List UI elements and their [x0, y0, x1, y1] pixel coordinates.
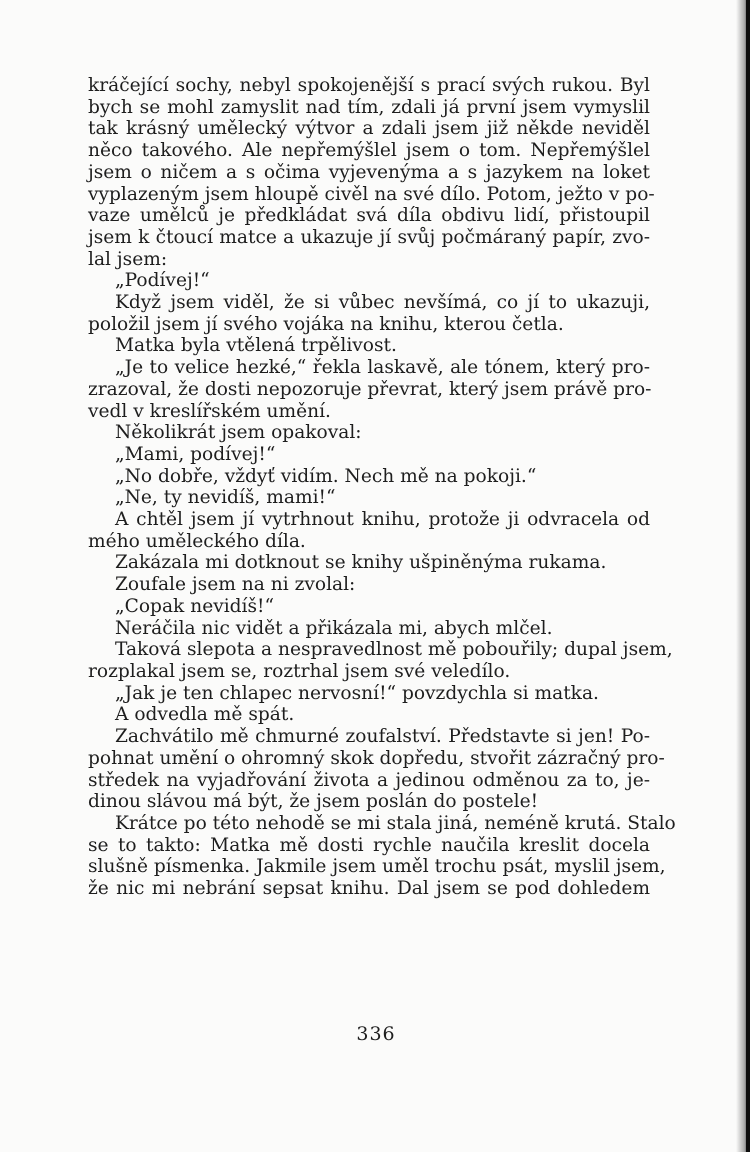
- text-line: středek na vyjadřování života a jedinou odměnou za to, je-: [88, 769, 650, 791]
- text-line: „Je to velice hezké,“ řekla laskavě, ale tónem, který pro-: [115, 357, 650, 379]
- text-line: vedl v kreslířském umění.: [88, 400, 331, 422]
- text-line: Když jsem viděl, že si vůbec nevšímá, co jí to ukazuji,: [115, 292, 650, 314]
- page-number: 336: [356, 1023, 396, 1045]
- body-text: [88, 75, 676, 900]
- text-line: „Copak nevidíš!“: [115, 595, 275, 617]
- text-line: „No dobře, vždyť vidím. Nech mě na pokoji.“: [115, 465, 537, 487]
- text-line: Matka byla vtělená trpělivost.: [115, 335, 397, 357]
- text-line: vyplazeným jsem hloupě civěl na své dílo. Potom, ježto v po-: [88, 183, 655, 205]
- text-line: položil jsem jí svého vojáka na knihu, kterou četla.: [88, 313, 564, 335]
- text-line: Neráčila nic vidět a přikázala mi, abych mlčel.: [115, 617, 553, 639]
- text-line: lal jsem:: [88, 248, 168, 270]
- text-line: Zachvátilo mě chmurné zoufalství. Představte si jen! Po-: [115, 726, 650, 748]
- text-line: dinou slávou má být, že jsem poslán do postele!: [88, 791, 539, 813]
- text-line: bych se mohl zamyslit nad tím, zdali já první jsem vymyslil: [88, 96, 650, 118]
- text-line: A odvedla mě spát.: [115, 704, 295, 726]
- text-line: něco takového. Ale nepřemýšlel jsem o tom. Nepřemýšlel: [88, 140, 650, 162]
- text-line: slušně písmenka. Jakmile jsem uměl trochu psát, myslil jsem,: [88, 856, 666, 878]
- text-line: „Jak je ten chlapec nervosní!“ povzdychla si matka.: [115, 682, 599, 704]
- text-line: mého uměleckého díla.: [88, 530, 306, 552]
- text-line: vaze umělců je předkládat svá díla obdivu lidí, přistoupil: [88, 205, 650, 227]
- text-line: Několikrát jsem opakoval:: [115, 422, 362, 444]
- text-line: „Mami, podívej!“: [115, 443, 276, 465]
- text-line: „Ne, ty nevidíš, mami!“: [115, 487, 336, 509]
- text-line: pohnat umění o ohromný skok dopředu, stvořit zázračný pro-: [88, 747, 665, 769]
- text-line: že nic mi nebrání sepsat knihu. Dal jsem se pod dohledem: [88, 878, 650, 900]
- text-line: kráčející sochy, nebyl spokojenější s prací svých rukou. Byl: [88, 75, 650, 96]
- text-line: A chtěl jsem jí vytrhnout knihu, protože ji odvracela od: [115, 509, 650, 531]
- text-line: Krátce po této nehodě se mi stala jiná, neméně krutá. Stalo: [115, 812, 676, 834]
- text-line: Zoufale jsem na ni zvolal:: [115, 574, 356, 596]
- text-line: „Podívej!“: [115, 270, 210, 292]
- text-line: rozplakal jsem se, roztrhal jsem své veledílo.: [88, 660, 511, 682]
- page-edge: [746, 0, 750, 1152]
- text-line: zrazoval, že dosti nepozoruje převrat, který jsem právě pro-: [88, 378, 652, 400]
- text-line: tak krásný umělecký výtvor a zdali jsem již někde neviděl: [88, 118, 650, 140]
- text-line: jsem o ničem a s očima vyjevenýma a s jazykem na loket: [88, 161, 650, 183]
- text-line: Taková slepota a nespravedlnost mě pobouřily; dupal jsem,: [115, 639, 673, 661]
- text-line: se to takto: Matka mě dosti rychle naučila kreslit docela: [88, 834, 650, 856]
- text-line: jsem k čtoucí matce a ukazuje jí svůj počmáraný papír, zvo-: [88, 226, 650, 248]
- text-line: Zakázala mi dotknout se knihy ušpiněnýma rukama.: [115, 552, 607, 574]
